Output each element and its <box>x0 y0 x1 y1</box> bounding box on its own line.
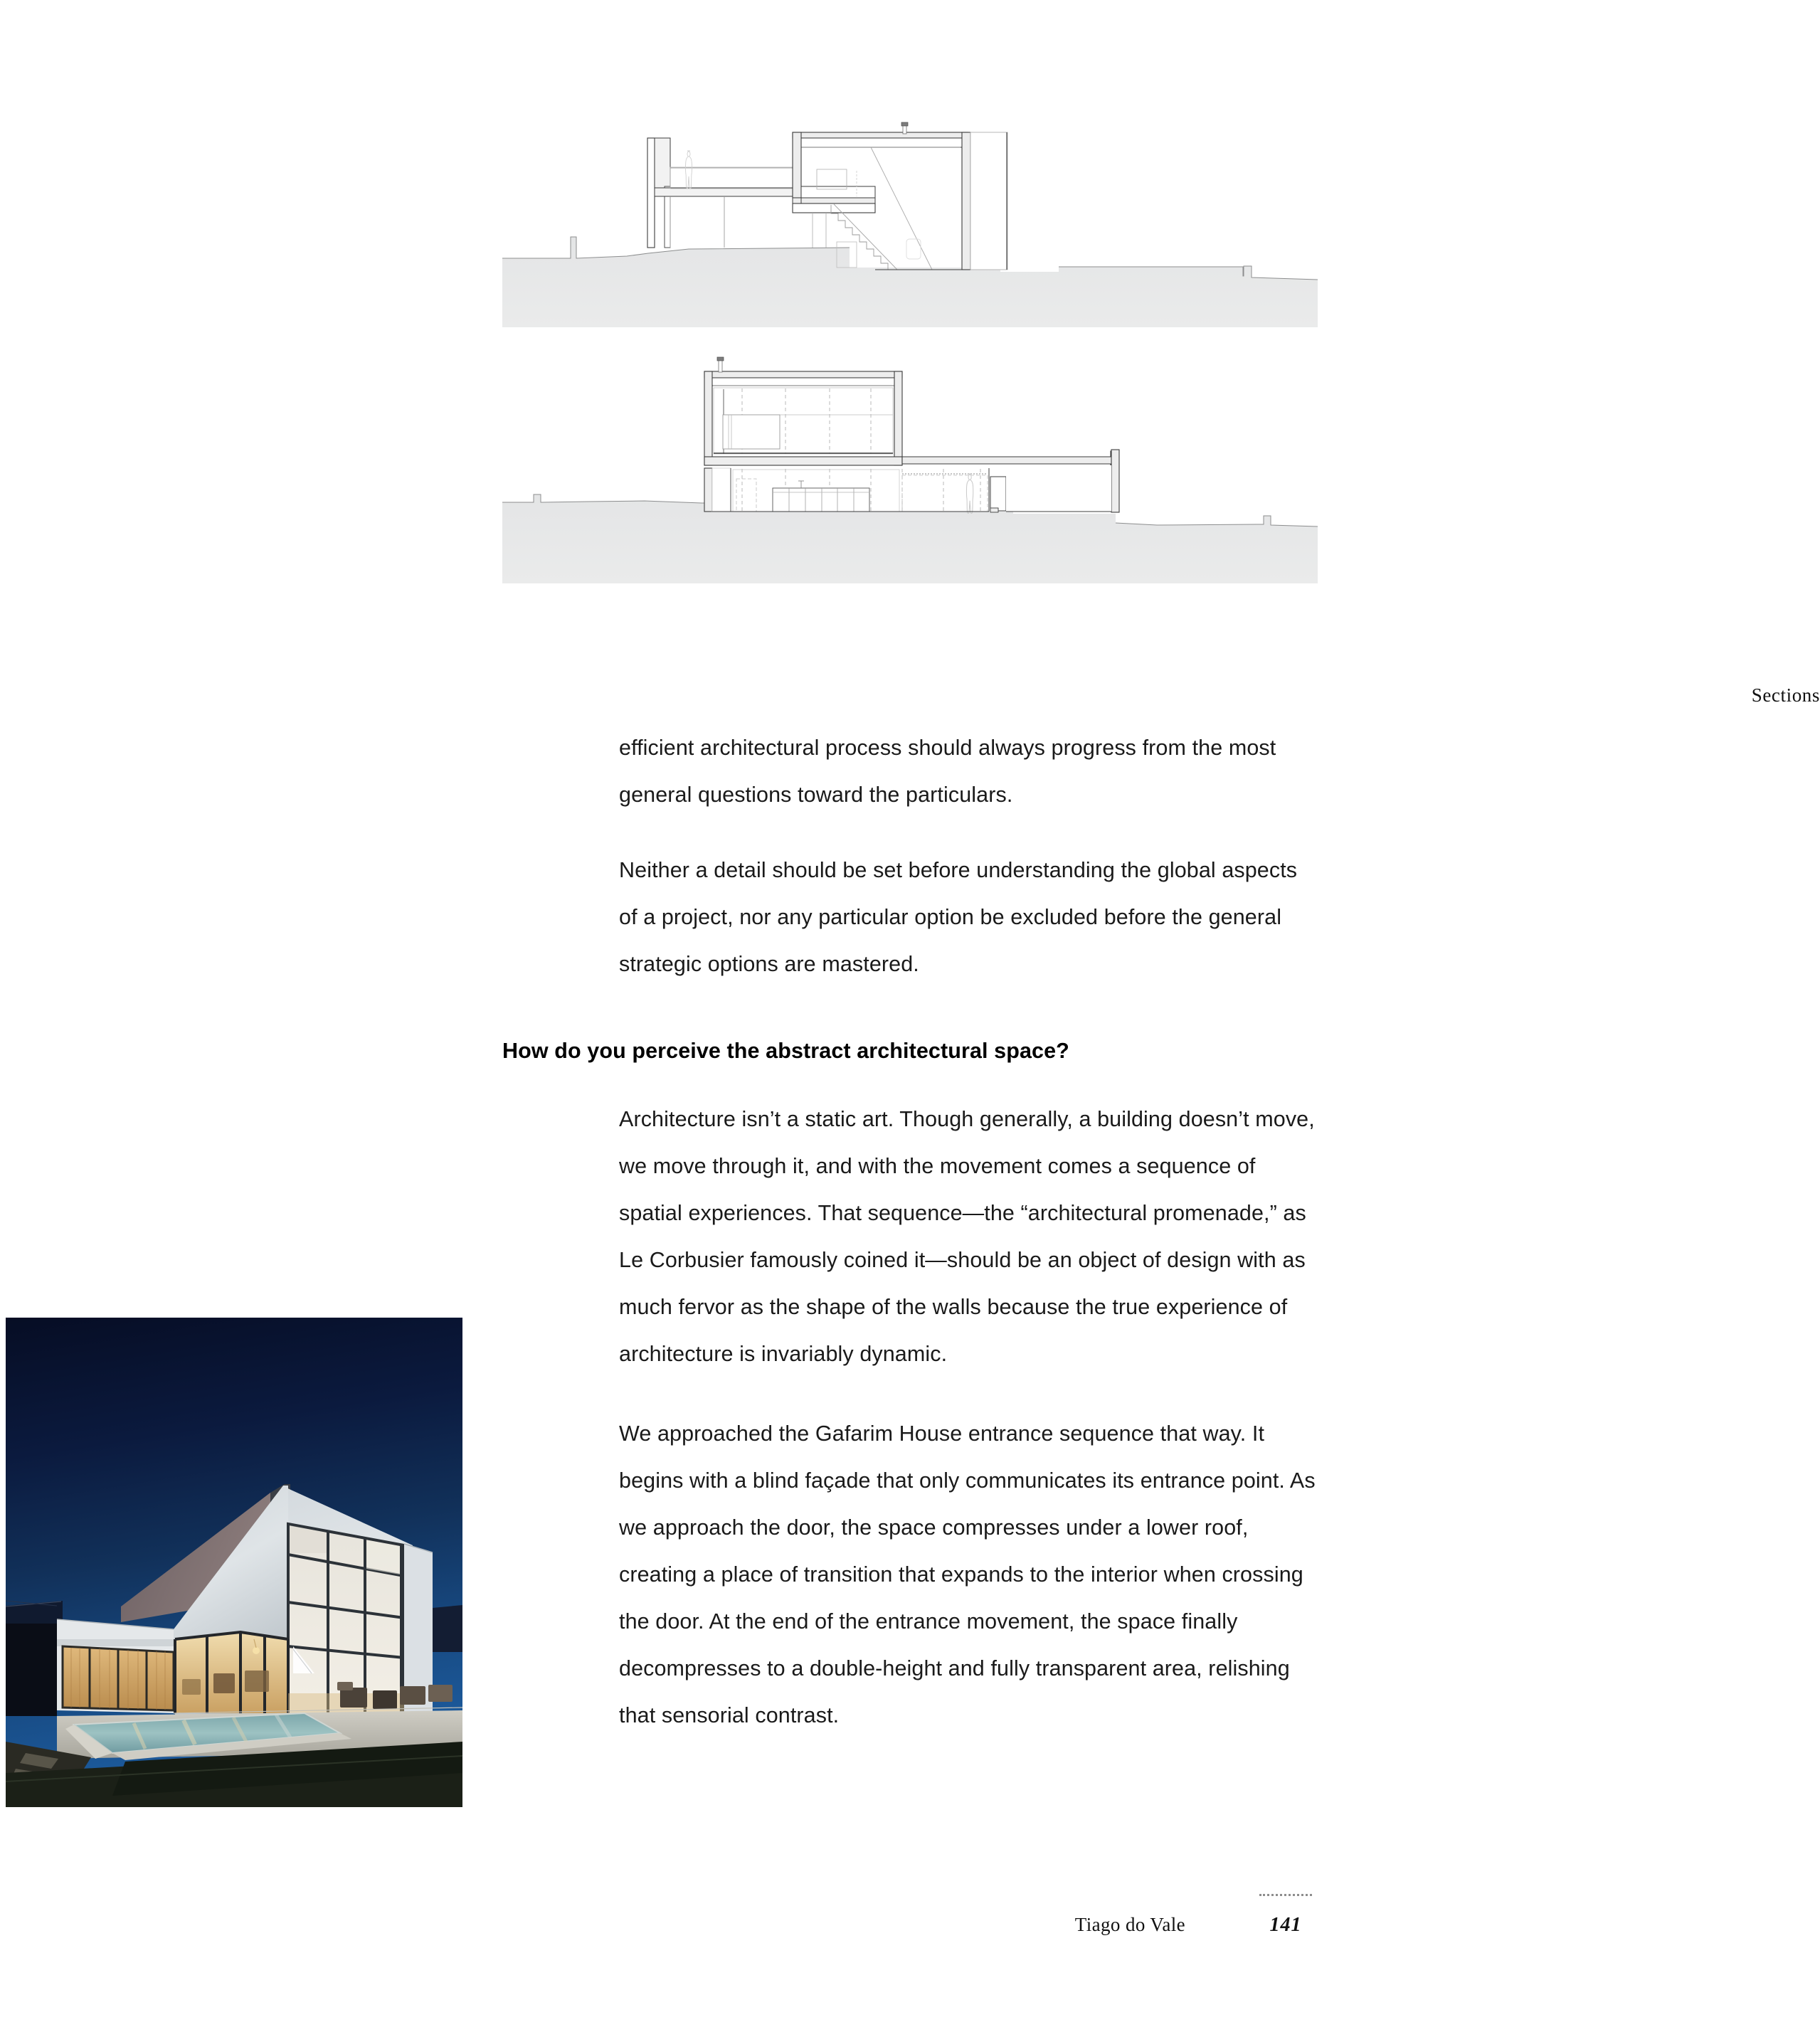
figure-caption: Sections <box>1751 684 1820 706</box>
gafarim-house-photo <box>6 1318 462 1807</box>
lower-section-drawing <box>502 349 1318 583</box>
section-drawings-figure <box>502 107 1820 706</box>
paragraph-answer-gafarim: We approached the Gafarim House entrance sequence that way. It begins with a blind façade that only communicates its entrance point. As we approach the door, the space compresses under a lower roof, creating a place of transition that expands to the interior when crossing the door. At the end of the entrance movement, the space finally decompresses to a double-height and fully transparent area, relishing that sensorial contrast. <box>619 1422 1316 1727</box>
paragraph-answer-promenade: Architecture isn’t a static art. Though generally, a building doesn’t move, we move through it, and with the movement comes a sequence of spatial experiences. That sequence—the “architectural promenade,” as Le Corbusier famously coined it—should be an object of design with as much fervor as the shape of the walls because the true experience of architecture is invariably dynamic. <box>619 1107 1315 1366</box>
paragraph-detail-general: Neither a detail should be set before understanding the global aspects of a project, nor any particular option be excluded before the general strategic options are mastered. <box>619 858 1298 976</box>
page-footer <box>840 1914 1318 1957</box>
page-number: 141 <box>1269 1914 1302 1936</box>
footer-dotted-rule <box>1259 1894 1312 1896</box>
paragraph-continuation: efficient architectural process should always progress from the most general questions toward the particulars. <box>619 736 1276 807</box>
interview-question-heading: How do you perceive the abstract architectural space? <box>502 1039 1069 1063</box>
body-text-column <box>502 724 1318 1772</box>
upper-section-drawing <box>502 107 1318 327</box>
footer-author-name: Tiago do Vale <box>1074 1914 1185 1935</box>
